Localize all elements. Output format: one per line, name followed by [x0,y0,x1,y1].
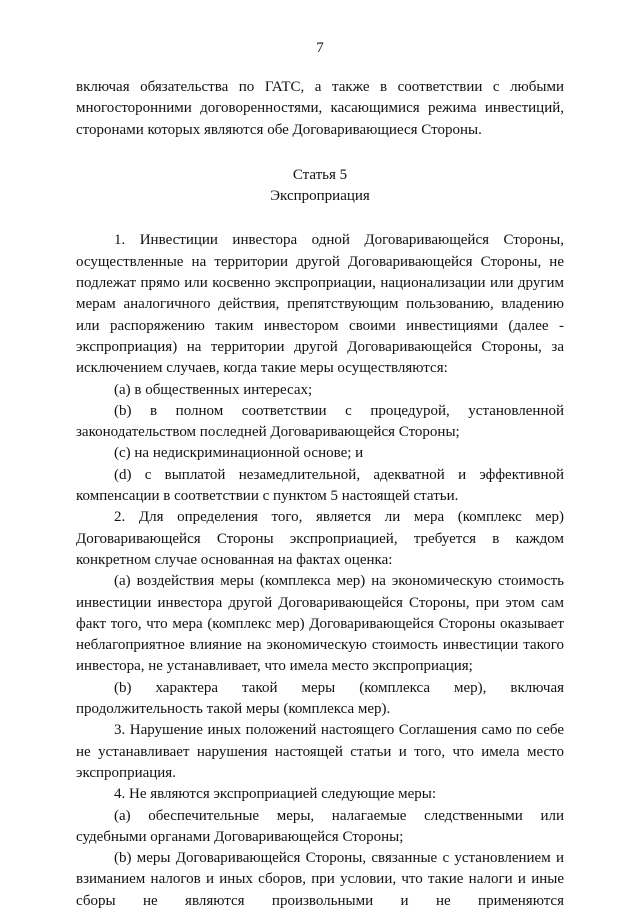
paragraph-1-item-b: (b) в полном соответствии с процедурой, установленной законодательством последней Договаривающейся Стороны; [76,402,564,441]
paragraph-4-item-b: (b) меры Договаривающейся Стороны, связанные с установлением и взиманием налогов и иных сборов, при условии, что такие налоги и иные сборы не являются произвольными и не применяются [76,850,564,909]
intro-paragraph: включая обязательства по ГАТС, а также в соответствии с любыми многосторонними договоренностями, касающимися режима инвестиций, сторонами которых являются обе Договаривающиеся Стороны. [76,79,564,138]
document-body [76,77,564,912]
paragraph-1: 1. Инвестиции инвестора одной Договаривающейся Стороны, осуществленные на территории другой Договаривающейся Стороны, не подлежат прямо или косвенно экспроприации, национализации или другим мерам аналогичного действия, препятствующим пользованию, владению или распоряжению таким инвестором своими инвестициями (далее - экспроприация) на территории другой Договаривающейся Стороны, за исключением случаев, когда такие меры осуществляются: [76,232,564,377]
article-heading [76,165,564,208]
paragraph-1-item-d: (d) с выплатой незамедлительной, адекватной и эффективной компенсации в соответствии с пунктом 5 настоящей статьи. [76,466,564,505]
paragraph-4: 4. Не являются экспроприацией следующие меры: [114,786,437,803]
paragraph-4-item-a: (a) обеспечительные меры, налагаемые следственными или судебными органами Договаривающейся Стороны; [76,807,564,845]
paragraph-2-item-a: (a) воздействия меры (комплекса мер) на экономическую стоимость инвестиции инвестора другой Договаривающейся Стороны, при этом сам факт того, что мера (комплекс мер) Договаривающейся Стороны оказывает неблагоприятное влияние на экономическую стоимость инвестиции такого инвестора, не устанавливает, что имела место экспроприация; [76,573,564,675]
paragraph-1-item-a: (a) в общественных интересах; [114,381,313,398]
paragraph-3: 3. Нарушение иных положений настоящего Соглашения само по себе не устанавливает нарушения настоящей статьи и того, что имела место экспроприация. [76,722,564,781]
paragraph-2: 2. Для определения того, является ли мера (комплекс мер) Договаривающейся Стороны экспроприацией, требуется в каждом конкретном случае основанная на фактах оценка: [76,509,564,568]
page-number: 7 [316,40,324,56]
article-number: Статья 5 [292,166,348,183]
paragraph-2-item-b: (b) характера такой меры (комплекса мер), включая продолжительность такой меры (комплекса мер). [76,679,564,718]
paragraph-1-item-c: (c) на недискриминационной основе; и [114,445,364,462]
article-title: Экспроприация [270,188,370,205]
